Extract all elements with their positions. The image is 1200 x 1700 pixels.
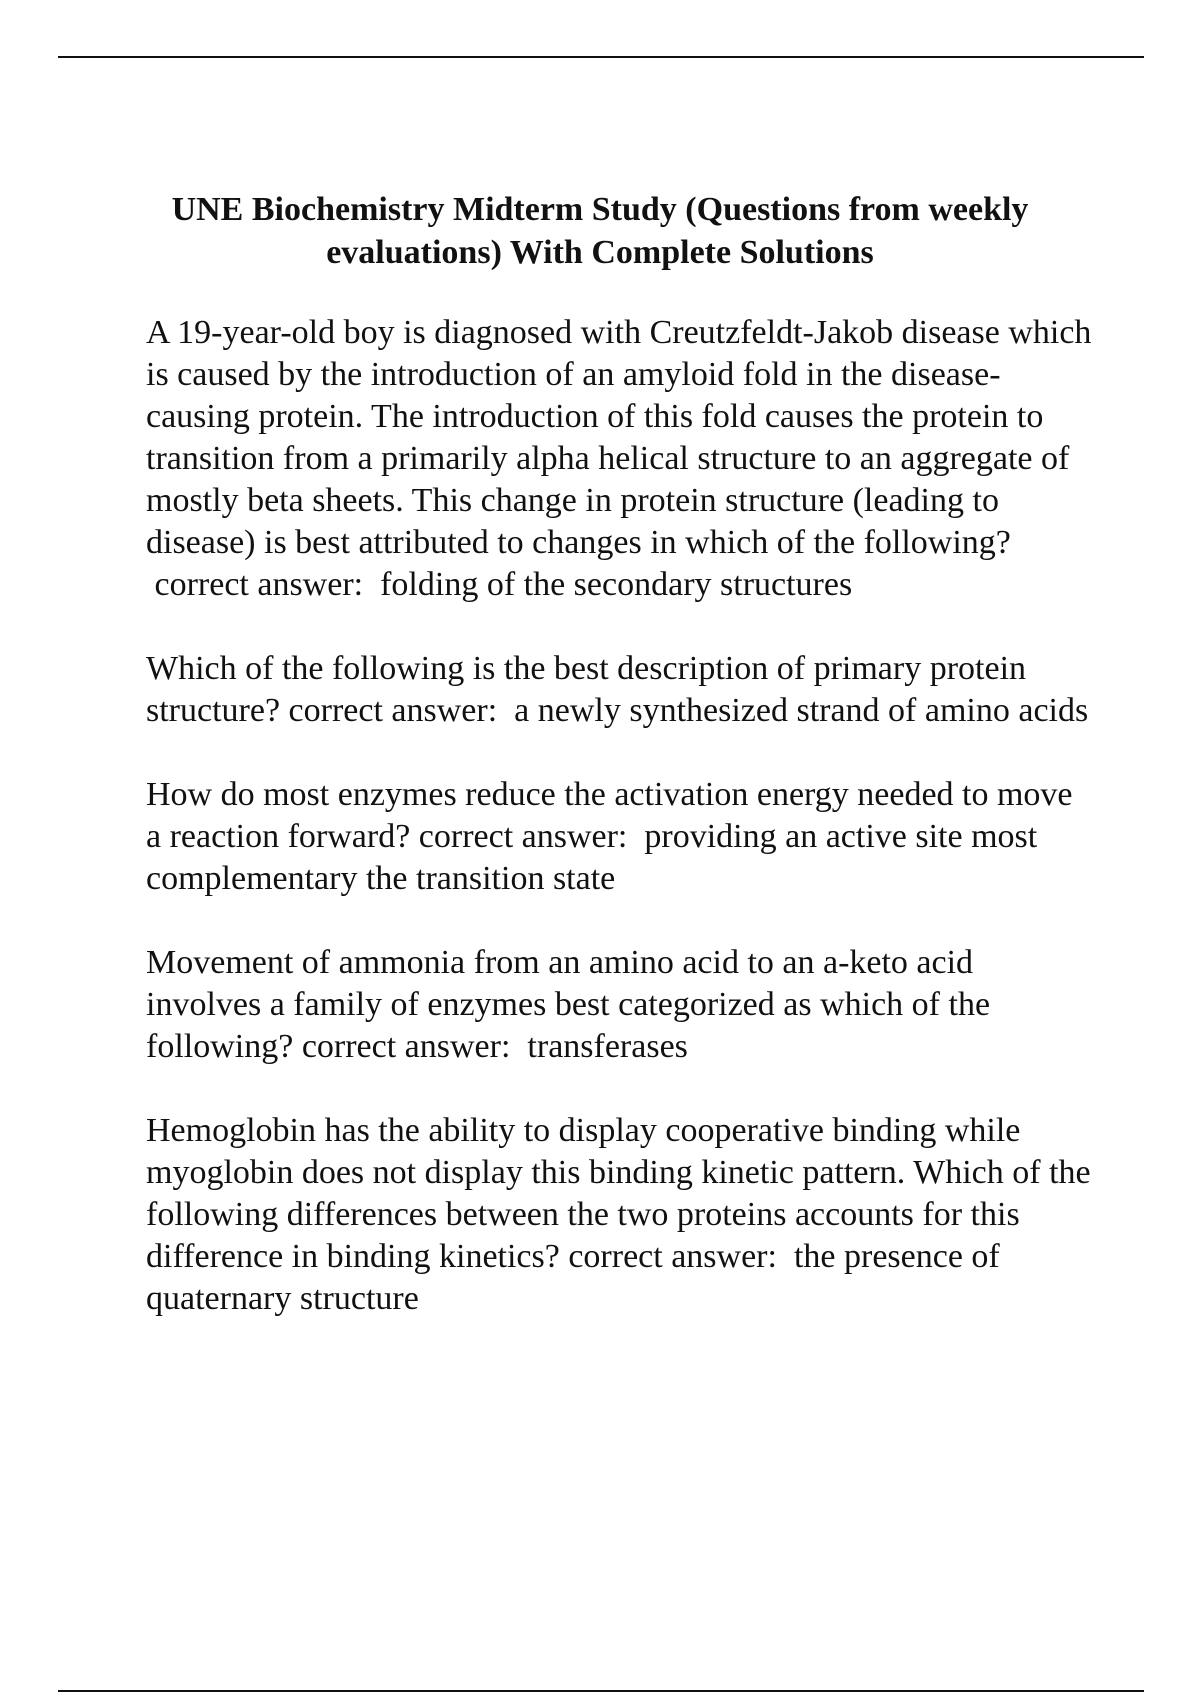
answer-marker: correct answer: [288, 692, 498, 729]
question-text: Hemoglobin has the ability to display cooperative binding while myoglobin does not display this binding kinetic pattern. Which of the following differences between the two proteins accounts for this difference in binding kinetics? [146, 1112, 1091, 1275]
answer-text: transferases [527, 1028, 688, 1065]
qa-item [146, 942, 1096, 1068]
document-title: UNE Biochemistry Midterm Study (Questions from weekly evaluations) With Complete Solutions [171, 191, 1029, 271]
answer-text: the presence of quaternary structure [146, 1238, 1000, 1317]
question-text: How do most enzymes reduce the activation energy needed to move a reaction forward? [146, 776, 1073, 855]
header-rule [58, 56, 1144, 58]
answer-marker: correct answer: [154, 566, 364, 603]
footer-rule [58, 1690, 1144, 1692]
question-text: A 19-year-old boy is diagnosed with Creutzfeldt-Jakob disease which is caused by the introduction of an amyloid fold in the disease-causing protein. The introduction of this fold causes the protein to transition from a primarily alpha helical structure to an aggregate of mostly beta sheets. This change in protein structure (leading to disease) is best attributed to changes in which of the following? [146, 314, 1092, 561]
question-text: Movement of ammonia from an amino acid to an a-keto acid involves a family of enzymes best categorized as which of the following? [146, 944, 991, 1065]
answer-text: providing an active site most complementary the transition state [146, 818, 1038, 897]
answer-text: folding of the secondary structures [380, 566, 853, 603]
qa-item [146, 312, 1096, 606]
qa-item [146, 1110, 1096, 1320]
question-text: Which of the following is the best description of primary protein structure? [146, 650, 1027, 729]
qa-list [146, 312, 1096, 1362]
answer-text: a newly synthesized strand of amino acids [514, 692, 1089, 729]
answer-marker: correct answer: [568, 1238, 777, 1275]
qa-item [146, 648, 1096, 732]
qa-item [146, 774, 1096, 900]
answer-marker: correct answer: [418, 818, 628, 855]
answer-marker: correct answer: [301, 1028, 511, 1065]
